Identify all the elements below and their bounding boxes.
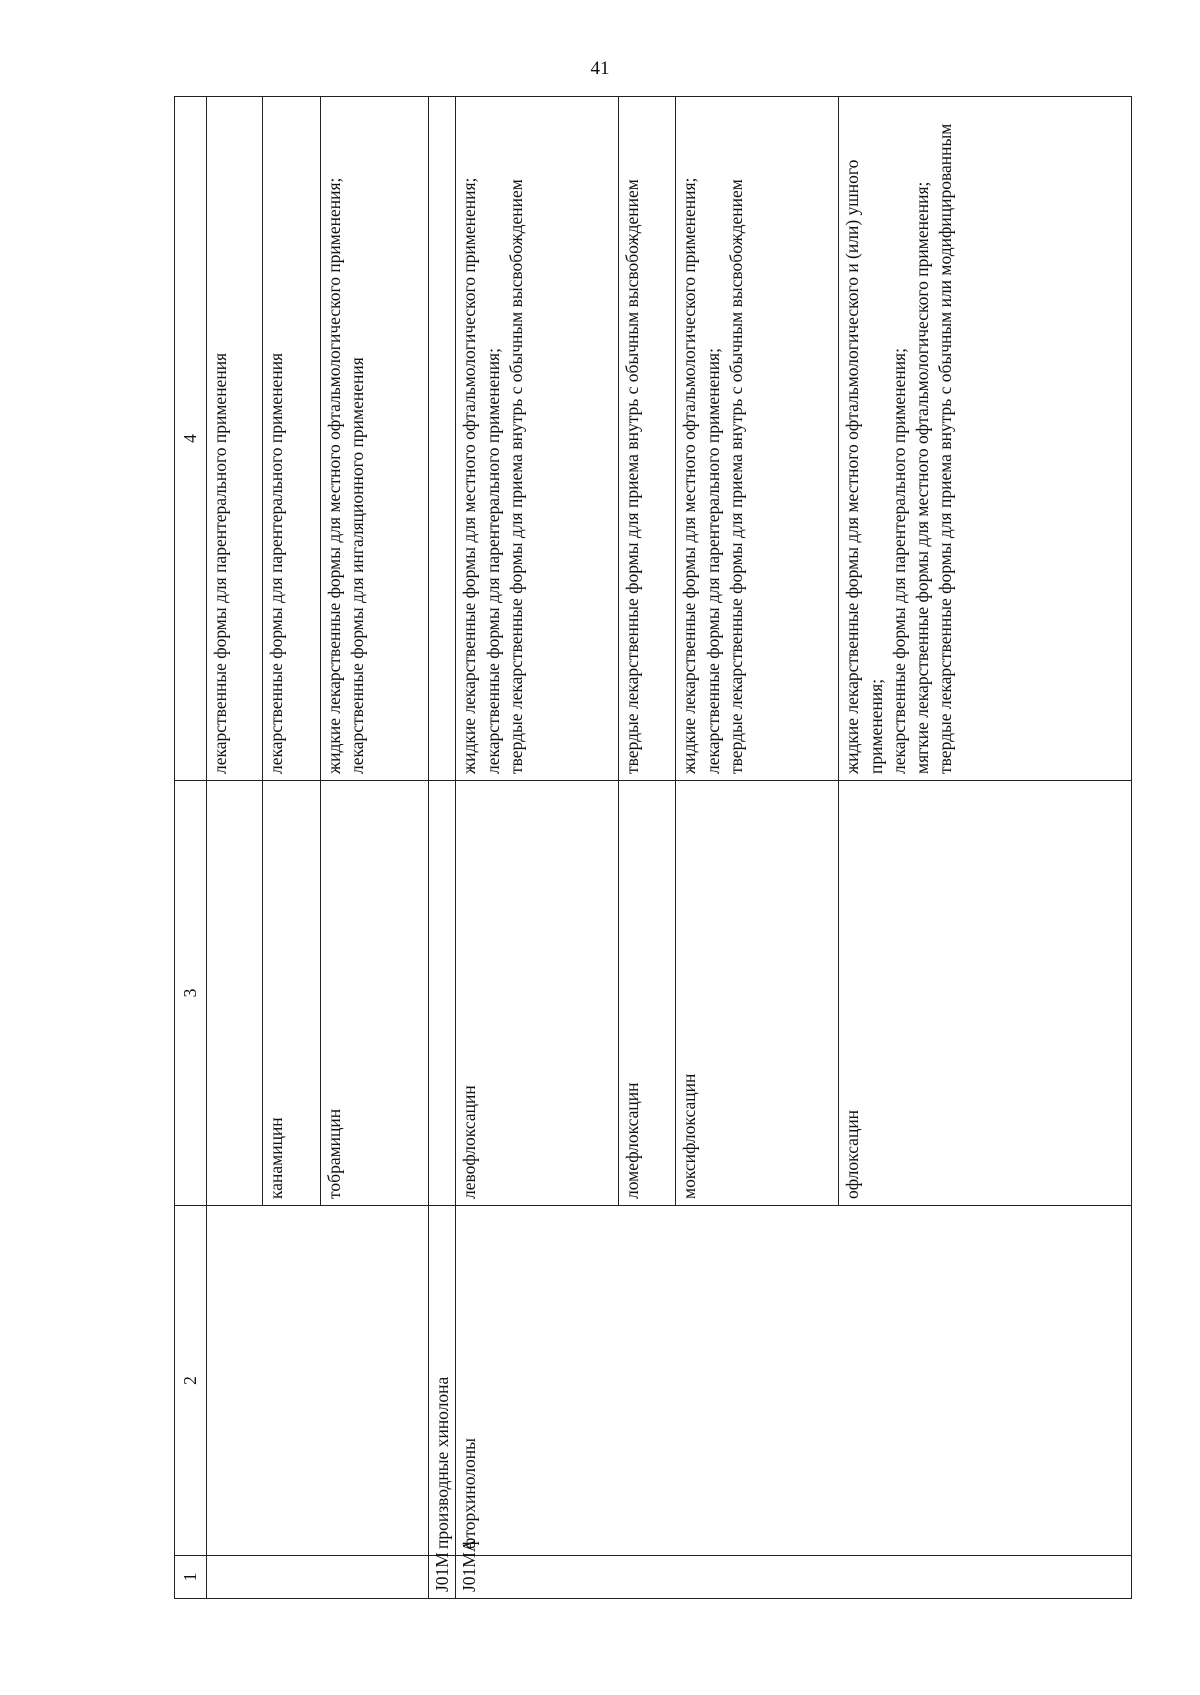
header-col-1: 1 xyxy=(175,1556,207,1599)
rotated-table-container xyxy=(174,97,1131,1599)
cell-code: J01MA xyxy=(456,1556,1132,1599)
table-row xyxy=(207,97,263,1599)
form-line: твердые лекарственные формы для приема внутрь с обычным высвобождением xyxy=(505,179,526,774)
cell-code: J01M xyxy=(429,1556,456,1599)
form-line: жидкие лекарственные формы для местного офтальмологического и (или) ушного применения; xyxy=(842,159,886,774)
cell-drug: офлоксацин xyxy=(839,781,1132,1206)
cell-group xyxy=(207,1206,429,1556)
cell-forms xyxy=(429,97,456,781)
form-line: лекарственные формы для парентерального применения xyxy=(266,352,286,774)
header-col-4: 4 xyxy=(175,97,207,781)
form-line: лекарственные формы для парентерального применения; xyxy=(888,348,909,774)
page-number: 41 xyxy=(590,58,610,79)
cell-forms xyxy=(456,97,619,781)
cell-forms xyxy=(676,97,839,781)
table-row xyxy=(456,97,619,1599)
cell-forms xyxy=(321,97,429,781)
form-line: твердые лекарственные формы для приема внутрь с обычным высвобождением xyxy=(622,179,643,774)
cell-group: фторхинолоны xyxy=(456,1206,1132,1556)
cell-forms xyxy=(839,97,1132,781)
cell-code xyxy=(207,1556,429,1599)
form-line: лекарственные формы для парентерального применения xyxy=(210,352,230,774)
cell-drug: ломефлоксацин xyxy=(619,781,676,1206)
cell-drug: канамицин xyxy=(263,781,321,1206)
form-line: мягкие лекарственные формы для местного офтальмологического применения; xyxy=(912,181,933,774)
cell-forms xyxy=(263,97,321,781)
drug-table xyxy=(174,96,1132,1599)
form-line: лекарственные формы для парентерального применения; xyxy=(702,348,723,774)
table-header-row xyxy=(175,97,207,1599)
form-line: твердые лекарственные формы для приема внутрь с обычным или модифицированным xyxy=(935,123,956,774)
header-col-3: 3 xyxy=(175,781,207,1206)
cell-drug: моксифлоксацин xyxy=(676,781,839,1206)
form-line: жидкие лекарственные формы для местного офтальмологического применения; xyxy=(459,177,480,774)
cell-forms xyxy=(207,97,263,781)
form-line: жидкие лекарственные формы для местного офтальмологического применения; xyxy=(324,177,344,774)
form-line: твердые лекарственные формы для приема внутрь с обычным высвобождением xyxy=(725,179,746,774)
cell-drug: левофлоксацин xyxy=(456,781,619,1206)
form-line: жидкие лекарственные формы для местного офтальмологического применения; xyxy=(679,177,700,774)
cell-drug xyxy=(207,781,263,1206)
cell-group: производные хинолона xyxy=(429,1206,456,1556)
table-row xyxy=(429,97,456,1599)
header-col-2: 2 xyxy=(175,1206,207,1556)
cell-drug: тобрамицин xyxy=(321,781,429,1206)
cell-drug xyxy=(429,781,456,1206)
form-line: лекарственные формы для ингаляционного применения xyxy=(347,357,368,774)
form-line: лекарственные формы для парентерального применения; xyxy=(482,348,503,774)
cell-forms xyxy=(619,97,676,781)
